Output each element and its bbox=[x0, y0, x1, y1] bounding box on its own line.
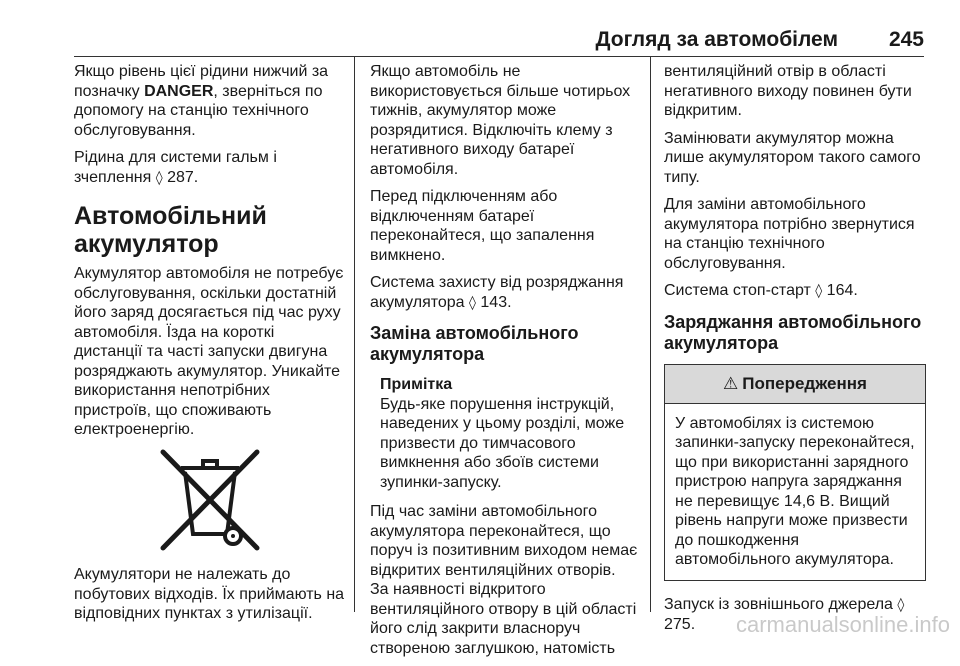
page-reference-link[interactable]: 143. bbox=[480, 293, 512, 311]
section-heading-battery: Автомобільний акумулятор bbox=[74, 202, 267, 258]
warning-title: Попередження bbox=[742, 373, 867, 393]
paragraph-danger-level: Якщо рівень цієї рідини нижчий за позначку DANGER, зверніться по допомогу на станцію технічного обслуговування. bbox=[74, 63, 329, 139]
column-1 bbox=[74, 62, 346, 632]
note-text: Будь-яке порушення інструкцій, наведених у цьому розділі, може призвести до тимчасового вимкнення або збоїв системи зупинки-запуску. bbox=[380, 395, 625, 491]
header-title: Догляд за автомобілем bbox=[595, 28, 838, 51]
header-rule bbox=[74, 56, 924, 57]
reference-arrow-icon: ◊ bbox=[469, 294, 476, 311]
note-block bbox=[380, 375, 638, 492]
page-number: 245 bbox=[888, 28, 924, 51]
paragraph-battery-disposal: Акумулятори не належать до побутових відходів. Їх приймають на відповідних пунктах з утилізації. bbox=[74, 566, 345, 622]
warning-text: У автомобілях із системою запинки-запуску переконайтеся, що при використанні зарядного пристрою напруга заряджання не перевищує 14,6 В. Вищий рівень напруги може призвести до пошкодження автомобільного акумулятора. bbox=[675, 414, 915, 568]
column-3 bbox=[664, 62, 926, 643]
page-header bbox=[0, 0, 960, 60]
danger-label: DANGER bbox=[144, 82, 214, 100]
crossed-out-wheelie-bin-icon bbox=[74, 448, 346, 558]
column-2 bbox=[370, 62, 638, 666]
paragraph-negative-vent: вентиляційний отвір в області негативного виходу повинен бути відкритим. bbox=[664, 63, 912, 119]
paragraph-vent-openings: Під час заміни автомобільного акумулятора переконайтеся, що поруч із позитивним виходом немає відкритих вентиляційних отворів. За наявності відкритого вентиляційного отвору в цій області його слід закрити власноруч створеною заглушкою, натомість bbox=[370, 503, 638, 657]
paragraph-ignition-off: Перед підключенням або відключенням батареї переконайтеся, що запалення вимкнено. bbox=[370, 188, 595, 264]
paragraph-discharge-protection-ref: Система захисту від розряджання акумулятора ◊ 143. bbox=[370, 274, 624, 311]
section-heading-battery-charging: Заряджання автомобільного акумулятора bbox=[664, 311, 922, 353]
reference-arrow-icon: ◊ bbox=[815, 283, 823, 299]
paragraph-same-type: Замінювати акумулятор можна лише акумулятором такого самого типу. bbox=[664, 129, 921, 186]
page-reference-link[interactable]: 164. bbox=[826, 282, 858, 299]
page-reference-link[interactable]: 287. bbox=[167, 168, 199, 186]
reference-arrow-icon: ◊ bbox=[897, 596, 905, 613]
paragraph-battery-info: Акумулятор автомобіля не потребує обслуговування, оскільки достатній його заряд досягається під час руху автомобіля. Їзда на короткі дистанції та часті запуски двигуна розряджають акумулятор. Уникайте використання непотрібних пристроїв, що споживають електроенергію. bbox=[74, 265, 344, 438]
page-reference-link[interactable]: 275. bbox=[664, 616, 696, 633]
paragraph-stop-start-ref: Система стоп-старт ◊ 164. bbox=[664, 282, 858, 299]
warning-box bbox=[664, 364, 926, 581]
paragraph-jump-start-ref: Запуск із зовнішнього джерела ◊ 275. bbox=[664, 595, 905, 633]
warning-header bbox=[665, 365, 925, 404]
warning-triangle-icon: ⚠ bbox=[723, 373, 739, 394]
paragraph-brake-fluid-ref: Рідина для системи гальм і зчеплення ◊ 287. bbox=[74, 149, 277, 186]
column-divider-2 bbox=[650, 56, 651, 612]
column-divider-1 bbox=[354, 56, 355, 612]
note-title: Примітка bbox=[380, 376, 453, 393]
reference-arrow-icon: ◊ bbox=[155, 169, 163, 186]
paragraph-long-storage: Якщо автомобіль не використовується більше чотирьох тижнів, акумулятор може розрядитися. Відключіть клему з негативного виходу батареї автомобіля. bbox=[370, 63, 631, 178]
paragraph-service-station: Для заміни автомобільного акумулятора потрібно звернутися на станцію технічного обслуговування. bbox=[664, 196, 915, 272]
section-heading-battery-replacement: Заміна автомобільного акумулятора bbox=[370, 323, 579, 364]
watermark: carmanualsonline.info bbox=[735, 612, 950, 637]
